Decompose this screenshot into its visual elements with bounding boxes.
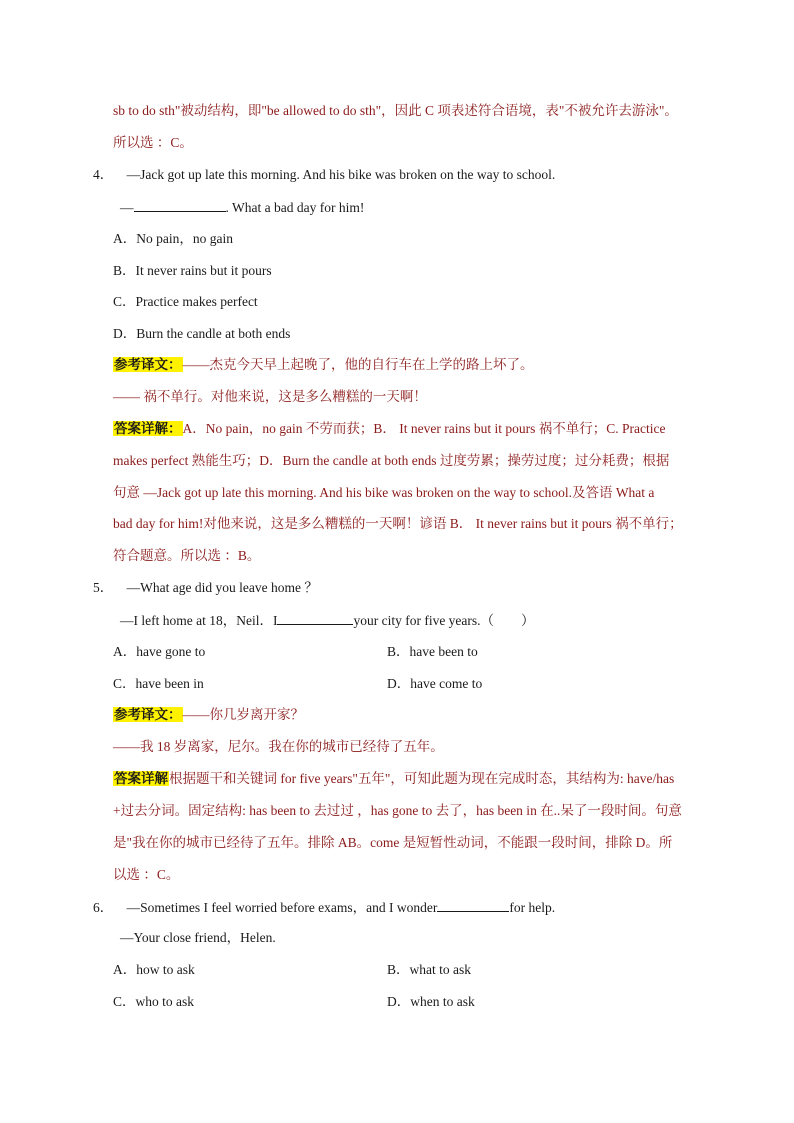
- q6-option-c: C．who to ask: [113, 994, 194, 1009]
- q5-explanation-line-4: 以选 ：C。: [113, 867, 180, 882]
- q4-option-c: C．Practice makes perfect: [113, 294, 258, 309]
- q6-stem-line-1: [93, 898, 555, 917]
- q6-stem-2: —Your close friend，Helen.: [120, 930, 276, 945]
- q5-answer-blank: [277, 611, 353, 625]
- q5-option-d: D．have come to: [387, 676, 483, 691]
- q4-stem-1: —Jack got up late this morning. And his bike was broken on the way to school.: [126, 167, 556, 182]
- prev-explanation-line-1: sb to do sth"被动结构，即"be allowed to do sth"，因此 C 项表述符合语境，表"不被允许去游泳"。: [113, 103, 678, 118]
- q5-explanation-line-1: [113, 770, 674, 788]
- q4-answer-blank: [134, 198, 226, 212]
- q5-translation-label: 参考译文：: [114, 707, 182, 722]
- q4-stem-line-1: [93, 166, 555, 184]
- q6-option-d: D．when to ask: [387, 994, 475, 1009]
- q5-stem-2-prefix: —I left home at 18，Neil．I: [120, 613, 278, 628]
- q5-explanation-line-3: 是"我在你的城市已经待了五年。排除 AB。come 是短暂性动词，不能跟一段时间，排除 D。所: [113, 835, 673, 850]
- q4-option-a: A．No pain，no gain: [113, 231, 233, 246]
- q5-number: 5．: [93, 580, 114, 595]
- q4-explanation-line-4: bad day for him!对他来说，这是多么糟糕的一天啊！谚语 B． It never rains but it pours 祸不单行；: [113, 516, 683, 531]
- q6-stem-1-prefix: —Sometimes I feel worried before exams，and I wonder: [126, 900, 438, 915]
- q4-translation-label: 参考译文：: [114, 357, 182, 372]
- q5-explanation-1: 根据题干和关键词 for five years"五年"，可知此题为现在完成时态，其结构为: have/has: [169, 771, 675, 786]
- q4-translation-2: —— 祸不单行。对他来说，这是多么糟糕的一天啊！: [113, 389, 427, 404]
- q4-option-b: B．It never rains but it pours: [113, 263, 272, 278]
- q6-answer-blank: [437, 898, 509, 912]
- q4-translation-1: ——杰克今天早上起晚了，他的自行车在上学的路上坏了。: [182, 357, 534, 372]
- q4-explanation-line-1: [113, 420, 665, 438]
- q5-stem-line-1: [93, 579, 318, 597]
- q4-number: 4．: [93, 167, 114, 182]
- q4-stem-line-2: [120, 198, 364, 217]
- q4-translation-line-1: [113, 356, 534, 374]
- q6-option-b: B．what to ask: [387, 962, 471, 977]
- q4-stem-2-suffix: . What a bad day for him!: [225, 200, 365, 215]
- q4-stem-2-prefix: —: [120, 200, 134, 215]
- prev-answer-line: 所以选 ：C。: [113, 135, 193, 150]
- q5-explanation-line-2: +过去分词。固定结构: has been to 去过过 ，has gone to 去了，has been in 在..呆了一段时间。句意: [113, 803, 682, 818]
- q5-stem-1: —What age did you leave home ？: [126, 580, 318, 595]
- q4-option-d: D．Burn the candle at both ends: [113, 326, 291, 341]
- q4-explanation-line-2: makes perfect 熟能生巧；D．Burn the candle at both ends 过度劳累；操劳过度；过分耗费；根据: [113, 453, 670, 468]
- q4-explanation-line-3: 句意 —Jack got up late this morning. And his bike was broken on the way to school.及答语 What a: [113, 485, 655, 500]
- q5-explanation-label: 答案详解: [114, 771, 168, 786]
- q5-translation-1: ——你几岁离开家？: [182, 707, 304, 722]
- q5-stem-2-suffix: your city for five years.（ ）: [353, 613, 535, 628]
- q4-explanation-line-5: 符合题意。所以选 ：B。: [113, 548, 261, 563]
- q5-option-a: A．have gone to: [113, 644, 206, 659]
- q5-translation-line-1: [113, 706, 304, 724]
- q4-explanation-1: A．No pain，no gain 不劳而获；B． It never rains but it pours 祸不单行；C. Practice: [182, 421, 666, 436]
- q5-translation-2: ——我 18 岁离家，尼尔。我在你的城市已经待了五年。: [113, 739, 444, 754]
- q5-option-b: B．have been to: [387, 644, 478, 659]
- q6-option-a: A．how to ask: [113, 962, 195, 977]
- q6-stem-1-suffix: for help.: [509, 900, 556, 915]
- q4-explanation-label: 答案详解：: [114, 421, 182, 436]
- q5-stem-line-2: [120, 611, 535, 630]
- q6-number: 6．: [93, 900, 114, 915]
- q5-option-c: C．have been in: [113, 676, 204, 691]
